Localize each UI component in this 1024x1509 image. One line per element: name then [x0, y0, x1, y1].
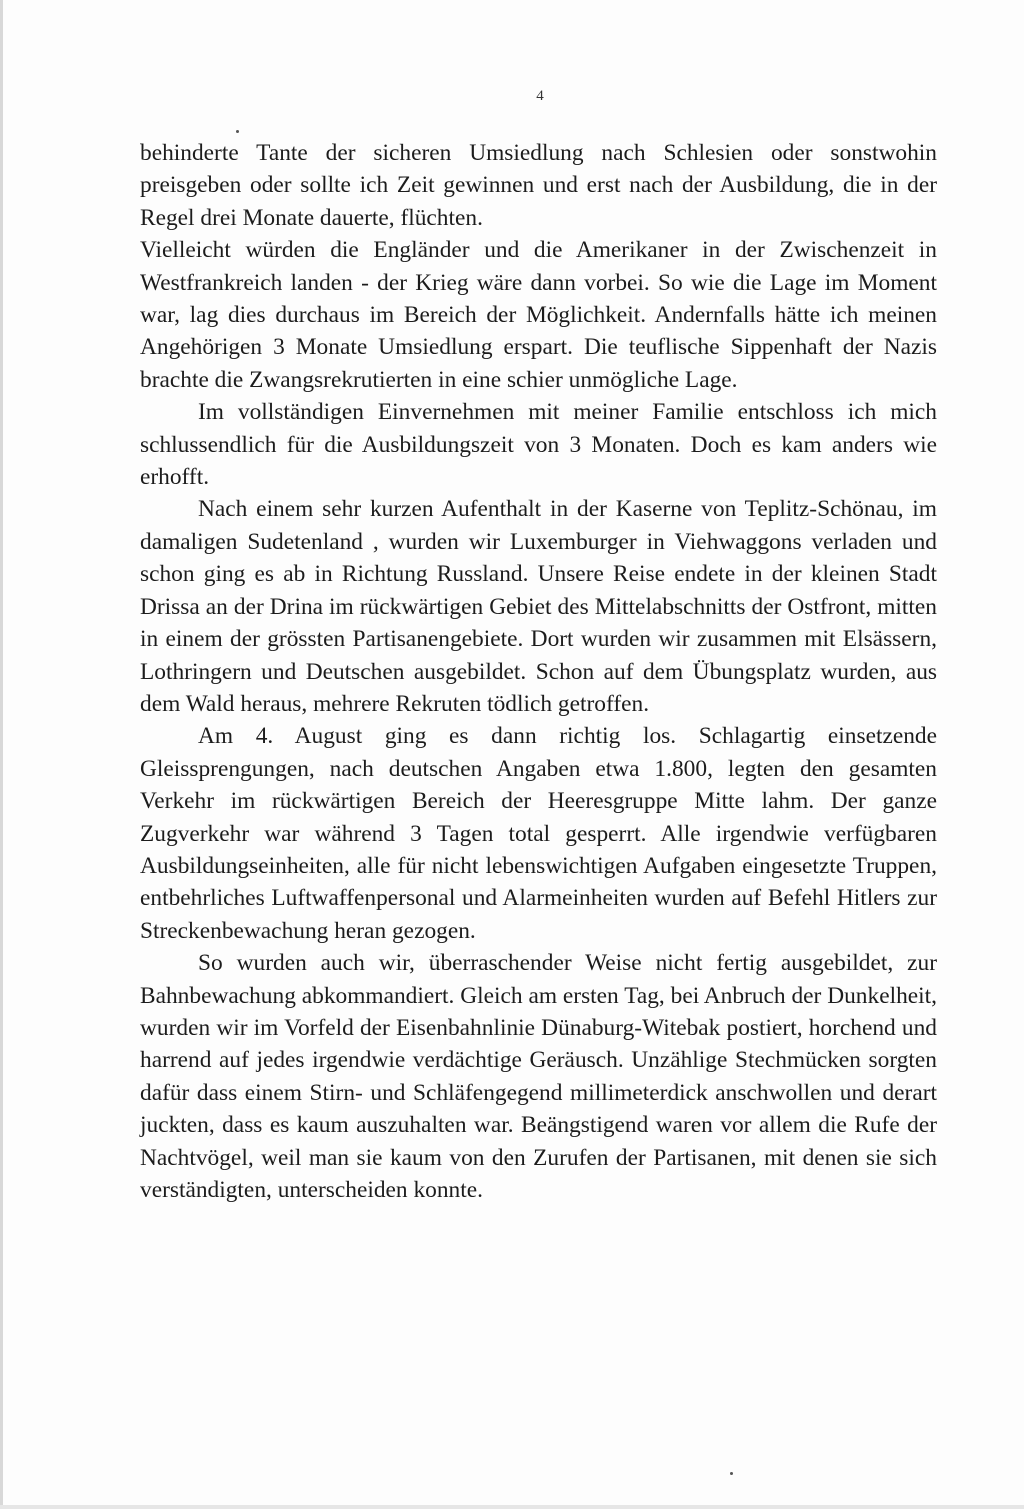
scan-speck: [236, 130, 239, 133]
paragraph-2: Vielleicht würden die Engländer und die Amerikaner in der Zwischenzeit in Westfrankreich landen - der Krieg wäre dann vorbei. So wie die Lage im Moment war, lag dies durchaus im Bereich der Möglichkeit. Andernfalls hätte ich meinen Angehörigen 3 Monate Umsiedlung erspart. Die teuflische Sippenhaft der Nazis brachte die Zwangsrekrutierten in eine schier unmögliche Lage.: [140, 237, 937, 393]
paragraph-5: Am 4. August ging es dann richtig los. Schlagartig einsetzende Gleissprengungen, nach deutschen Angaben etwa 1.800, legten den gesamten Verkehr im rückwärtigen Bereich der Heeresgruppe Mitte lahm. Der ganze Zugverkehr war während 3 Tagen total gesperrt. Alle irgendwie verfügbaren Ausbildungseinheiten, alle für nicht lebenswichtigen Aufgaben eingesetzte Truppen, entbehrliches Luftwaffenpersonal und Alarmeinheiten wurden auf Befehl Hitlers zur Streckenbewachung heran gezogen.: [140, 723, 937, 944]
body-text: [140, 137, 937, 1206]
paragraph-3: Im vollständigen Einvernehmen mit meiner Familie entschloss ich mich schlussendlich für die Ausbildungszeit von 3 Monaten. Doch es kam anders wie erhofft.: [140, 399, 937, 491]
scan-speck: [730, 1472, 733, 1475]
paragraph-6: So wurden auch wir, überraschender Weise nicht fertig ausgebildet, zur Bahnbewachung abkommandiert. Gleich am ersten Tag, bei Anbruch der Dunkelheit, wurden wir im Vorfeld der Eisenbahnlinie Dünaburg-Witebak postiert, horchend und harrend auf jedes irgendwie verdächtige Geräusch. Unzählige Stechmücken sorgten dafür dass einem Stirn- und Schläfengegend millimeterdick anschwollen und derart juckten, dass es kaum auszuhalten war. Beängstigend waren vor allem die Rufe der Nachtvögel, weil man sie kaum von den Zurufen der Partisanen, mit denen sie sich verständigten, unterscheiden konnte.: [140, 950, 937, 1203]
scan-bottom-edge: [0, 1505, 1024, 1509]
scan-left-edge: [0, 0, 3, 1509]
page-number: 4: [536, 88, 544, 104]
paragraph-1: behinderte Tante der sicheren Umsiedlung nach Schlesien oder sonstwohin preisgeben oder sollte ich Zeit gewinnen und erst nach der Ausbildung, die in der Regel drei Monate dauerte, flüchten.: [140, 140, 937, 231]
paragraph-4: Nach einem sehr kurzen Aufenthalt in der Kaserne von Teplitz-Schönau, im damaligen Sudetenland , wurden wir Luxemburger in Viehwaggons verladen und schon ging es ab in Richtung Russland. Unsere Reise endete in der kleinen Stadt Drissa an der Drina im rückwärtigen Gebiet des Mittelabschnitts der Ostfront, mitten in einem der grössten Partisanengebiete. Dort wurden wir zusammen mit Elsässern, Lothringern und Deutschen ausgebildet. Schon auf dem Übungsplatz wurden, aus dem Wald heraus, mehrere Rekruten tödlich getroffen.: [140, 496, 937, 717]
